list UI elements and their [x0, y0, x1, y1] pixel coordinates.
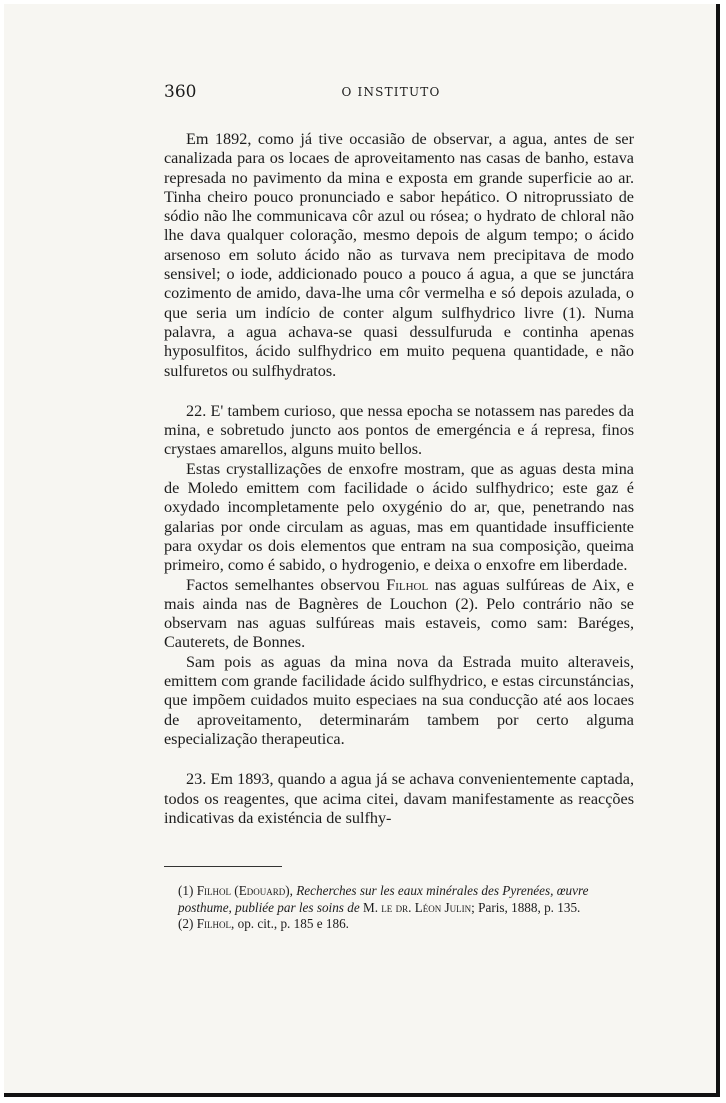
footnotes — [164, 883, 634, 933]
footnote-1-author: Filhol (Edouard), — [196, 883, 293, 898]
paragraph-conclusion: Sam pois as aguas da mina nova da Estrada muito alteraveis, emittem com grande facilidade ácido sulfhydrico, e estas circunstáncias, que impõem cuidados muito especiaes na sua conducção até aos locaes de aproveitamento, determinarám tambem por certo alguma especialização therapeutica. — [164, 652, 634, 748]
paragraph-1: Em 1892, como já tive occasião de observar, a agua, antes de ser canalizada para os locaes de aproveitamento nas casas de banho, estava represada no pavimento da mina e exposta em grande superficie ao ar. Tinha cheiro pouco pronunciado e sabor hepático. O nitroprussiato de sódio não lhe communicava côr azul ou rósea; o hydrato de chloral não lhe dava qualquer coloração, mesmo depois de algum tempo; o ácido arsenoso em soluto ácido não as turvava nem precipitava de modo sensivel; o iode, addicionado pouco a pouco á agua, a que se junctára cozimento de amido, dava-lhe uma côr vermelha e só depois azulada, o que seria um indício de conter algum sulfhydrico livre (1). Numa palavra, a agua achava-se quasi dessulfuruda e continha apenas hyposulfitos, ácido sulfhydrico em muito pequena quantidade, e não sulfuretos ou sulfhydratos. — [164, 130, 634, 380]
paragraph-section-22: 22. E' tambem curioso, que nessa epocha se notassem nas paredes da mina, e sobretudo juncto aos pontos de emergéncia e á represa, finos crystaes amarellos, alguns muito bellos. — [164, 401, 634, 459]
paragraph-section-23: 23. Em 1893, quando a agua já se achava convenientemente captada, todos os reagentes, que acima citei, davam manifestamente as reacções indicativas da existéncia de sulfhy- — [164, 770, 634, 827]
paragraph-crystallizations: Estas crystallizações de enxofre mostram, que as aguas desta mina de Moledo emittem com facilidade o ácido sulfhydrico; este gaz é oxydado incompletamente pelo oxygénio do ar, que, penetrando nas galarias por onde circulam as aguas, mas em quantidade insufficiente para oxydar os dois elementos que entram na sua composição, queima primeiro, como é sabido, o hydrogenio, e deixa o enxofre em liberdade. — [164, 459, 634, 575]
footnote-1 — [164, 883, 634, 916]
footnote-2-author: Filhol, — [196, 916, 235, 931]
footnote-1-editor: M. le dr. Léon Julin; — [362, 899, 475, 915]
running-head: O INSTITUTO — [341, 85, 441, 99]
footnote-2 — [164, 916, 634, 933]
page-header — [164, 82, 618, 106]
footnote-2-marker: (2) — [178, 916, 194, 931]
filhol-after: nas aguas sulfúreas de Aix, e mais ainda nas de Bagnères de Louchon (2). Pelo contrário não se observam nas aguas sulfúreas mais estaveis, como sam: Baréges, Cauterets, de Bonnes. — [164, 575, 634, 652]
footnote-rule — [164, 866, 282, 867]
document-page — [4, 4, 720, 1097]
page-number: 360 — [164, 82, 197, 102]
paragraph-filhol — [164, 576, 634, 653]
footnote-1-marker: (1) — [178, 883, 194, 898]
filhol-name: Filhol — [386, 575, 429, 594]
body-text — [164, 130, 634, 828]
filhol-before: Factos semelhantes observou — [186, 575, 387, 594]
footnote-1-imprint: Paris, 1888, p. 135. — [478, 899, 581, 915]
footnote-1-title: Recherches sur les eaux minérales des Pyrenées, œuvre posthume, publiée par les soins de — [178, 883, 589, 915]
footnote-2-rest: op. cit., p. 185 e 186. — [237, 916, 349, 931]
